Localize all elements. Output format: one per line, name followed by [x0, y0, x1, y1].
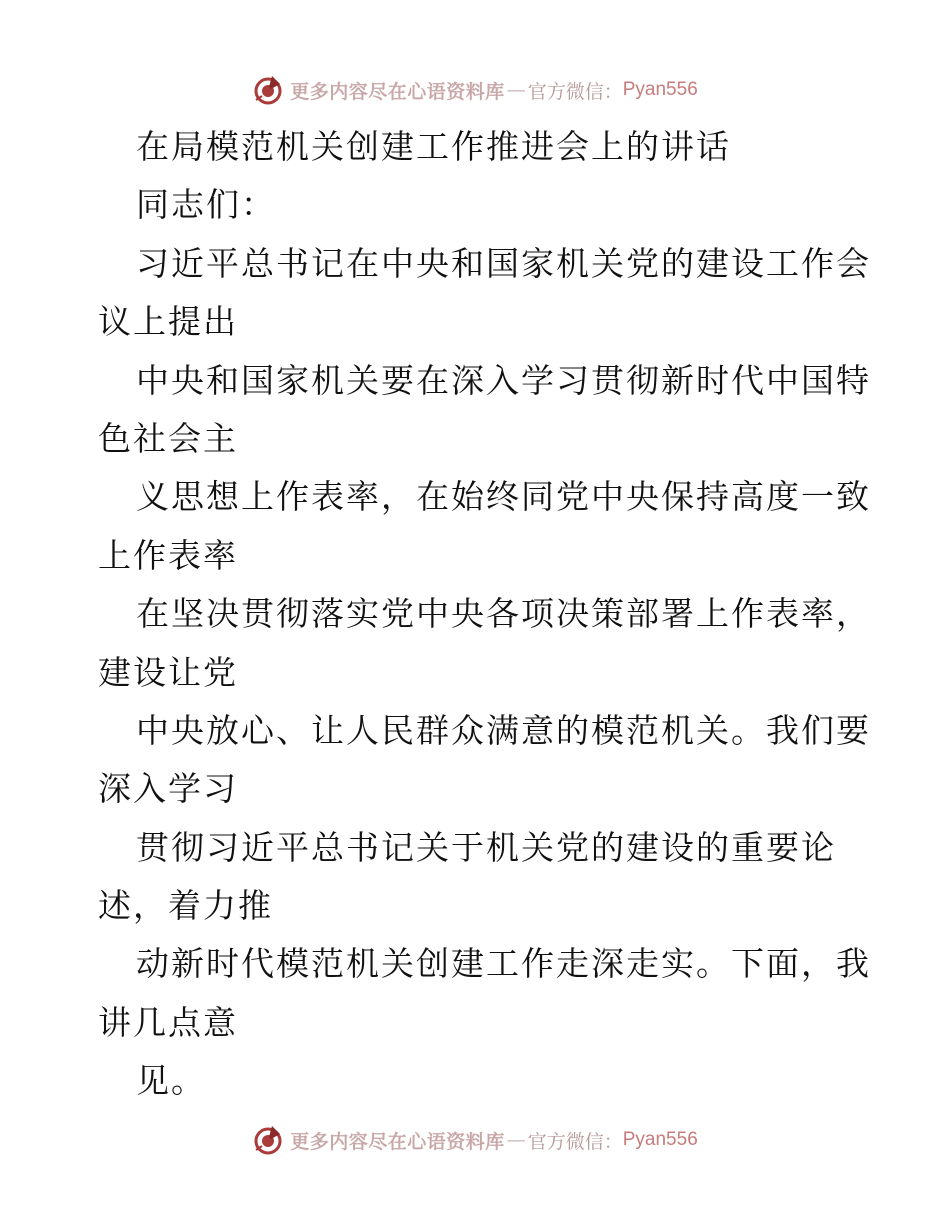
banner-contact-label: 官方微信：	[527, 1130, 623, 1153]
paragraph-line: 动新时代模范机关创建工作走深走实。下面，我	[136, 944, 871, 984]
banner-brand-text: 更多内容尽在心语资料库	[290, 1130, 505, 1153]
paragraph-line: 在坚决贯彻落实党中央各项决策部署上作表率，	[136, 594, 871, 634]
paragraph-line: 上作表率	[98, 535, 238, 575]
document-body	[98, 118, 871, 1111]
paragraph-line: 深入学习	[98, 769, 238, 809]
paragraph-line: 中央放心、让人民群众满意的模范机关。我们要	[136, 710, 871, 750]
pen-nib-seal-icon	[252, 1124, 284, 1156]
paragraph-line: 建设让党	[98, 652, 238, 692]
banner-contact-label: 官方微信：	[527, 80, 623, 103]
paragraph-line: 习近平总书记在中央和国家机关党的建设工作会	[136, 243, 871, 283]
paragraph-line: 见。	[136, 1061, 206, 1101]
banner-brand-text: 更多内容尽在心语资料库	[290, 80, 505, 103]
paragraph-line: 色社会主	[98, 418, 238, 458]
banner-dash: —	[506, 1129, 526, 1151]
paragraph-line: 中央和国家机关要在深入学习贯彻新时代中国特	[136, 360, 871, 400]
paragraph-line: 讲几点意	[98, 1002, 238, 1042]
banner-wechat-id: Pyan556	[622, 1129, 698, 1150]
banner-dash: —	[506, 79, 526, 101]
header-banner	[0, 70, 950, 110]
paragraph-line: 义思想上作表率，在始终同党中央保持高度一致	[136, 477, 871, 517]
banner-wechat-id: Pyan556	[622, 79, 698, 100]
salutation: 同志们：	[136, 185, 276, 225]
document-title: 在局模范机关创建工作推进会上的讲话	[136, 127, 731, 166]
footer-banner	[0, 1120, 950, 1160]
paragraph-line: 贯彻习近平总书记关于机关党的建设的重要论	[136, 827, 836, 867]
paragraph-line: 议上提出	[98, 302, 238, 342]
pen-nib-seal-icon	[252, 74, 284, 106]
paragraph-line: 述，着力推	[98, 886, 273, 926]
